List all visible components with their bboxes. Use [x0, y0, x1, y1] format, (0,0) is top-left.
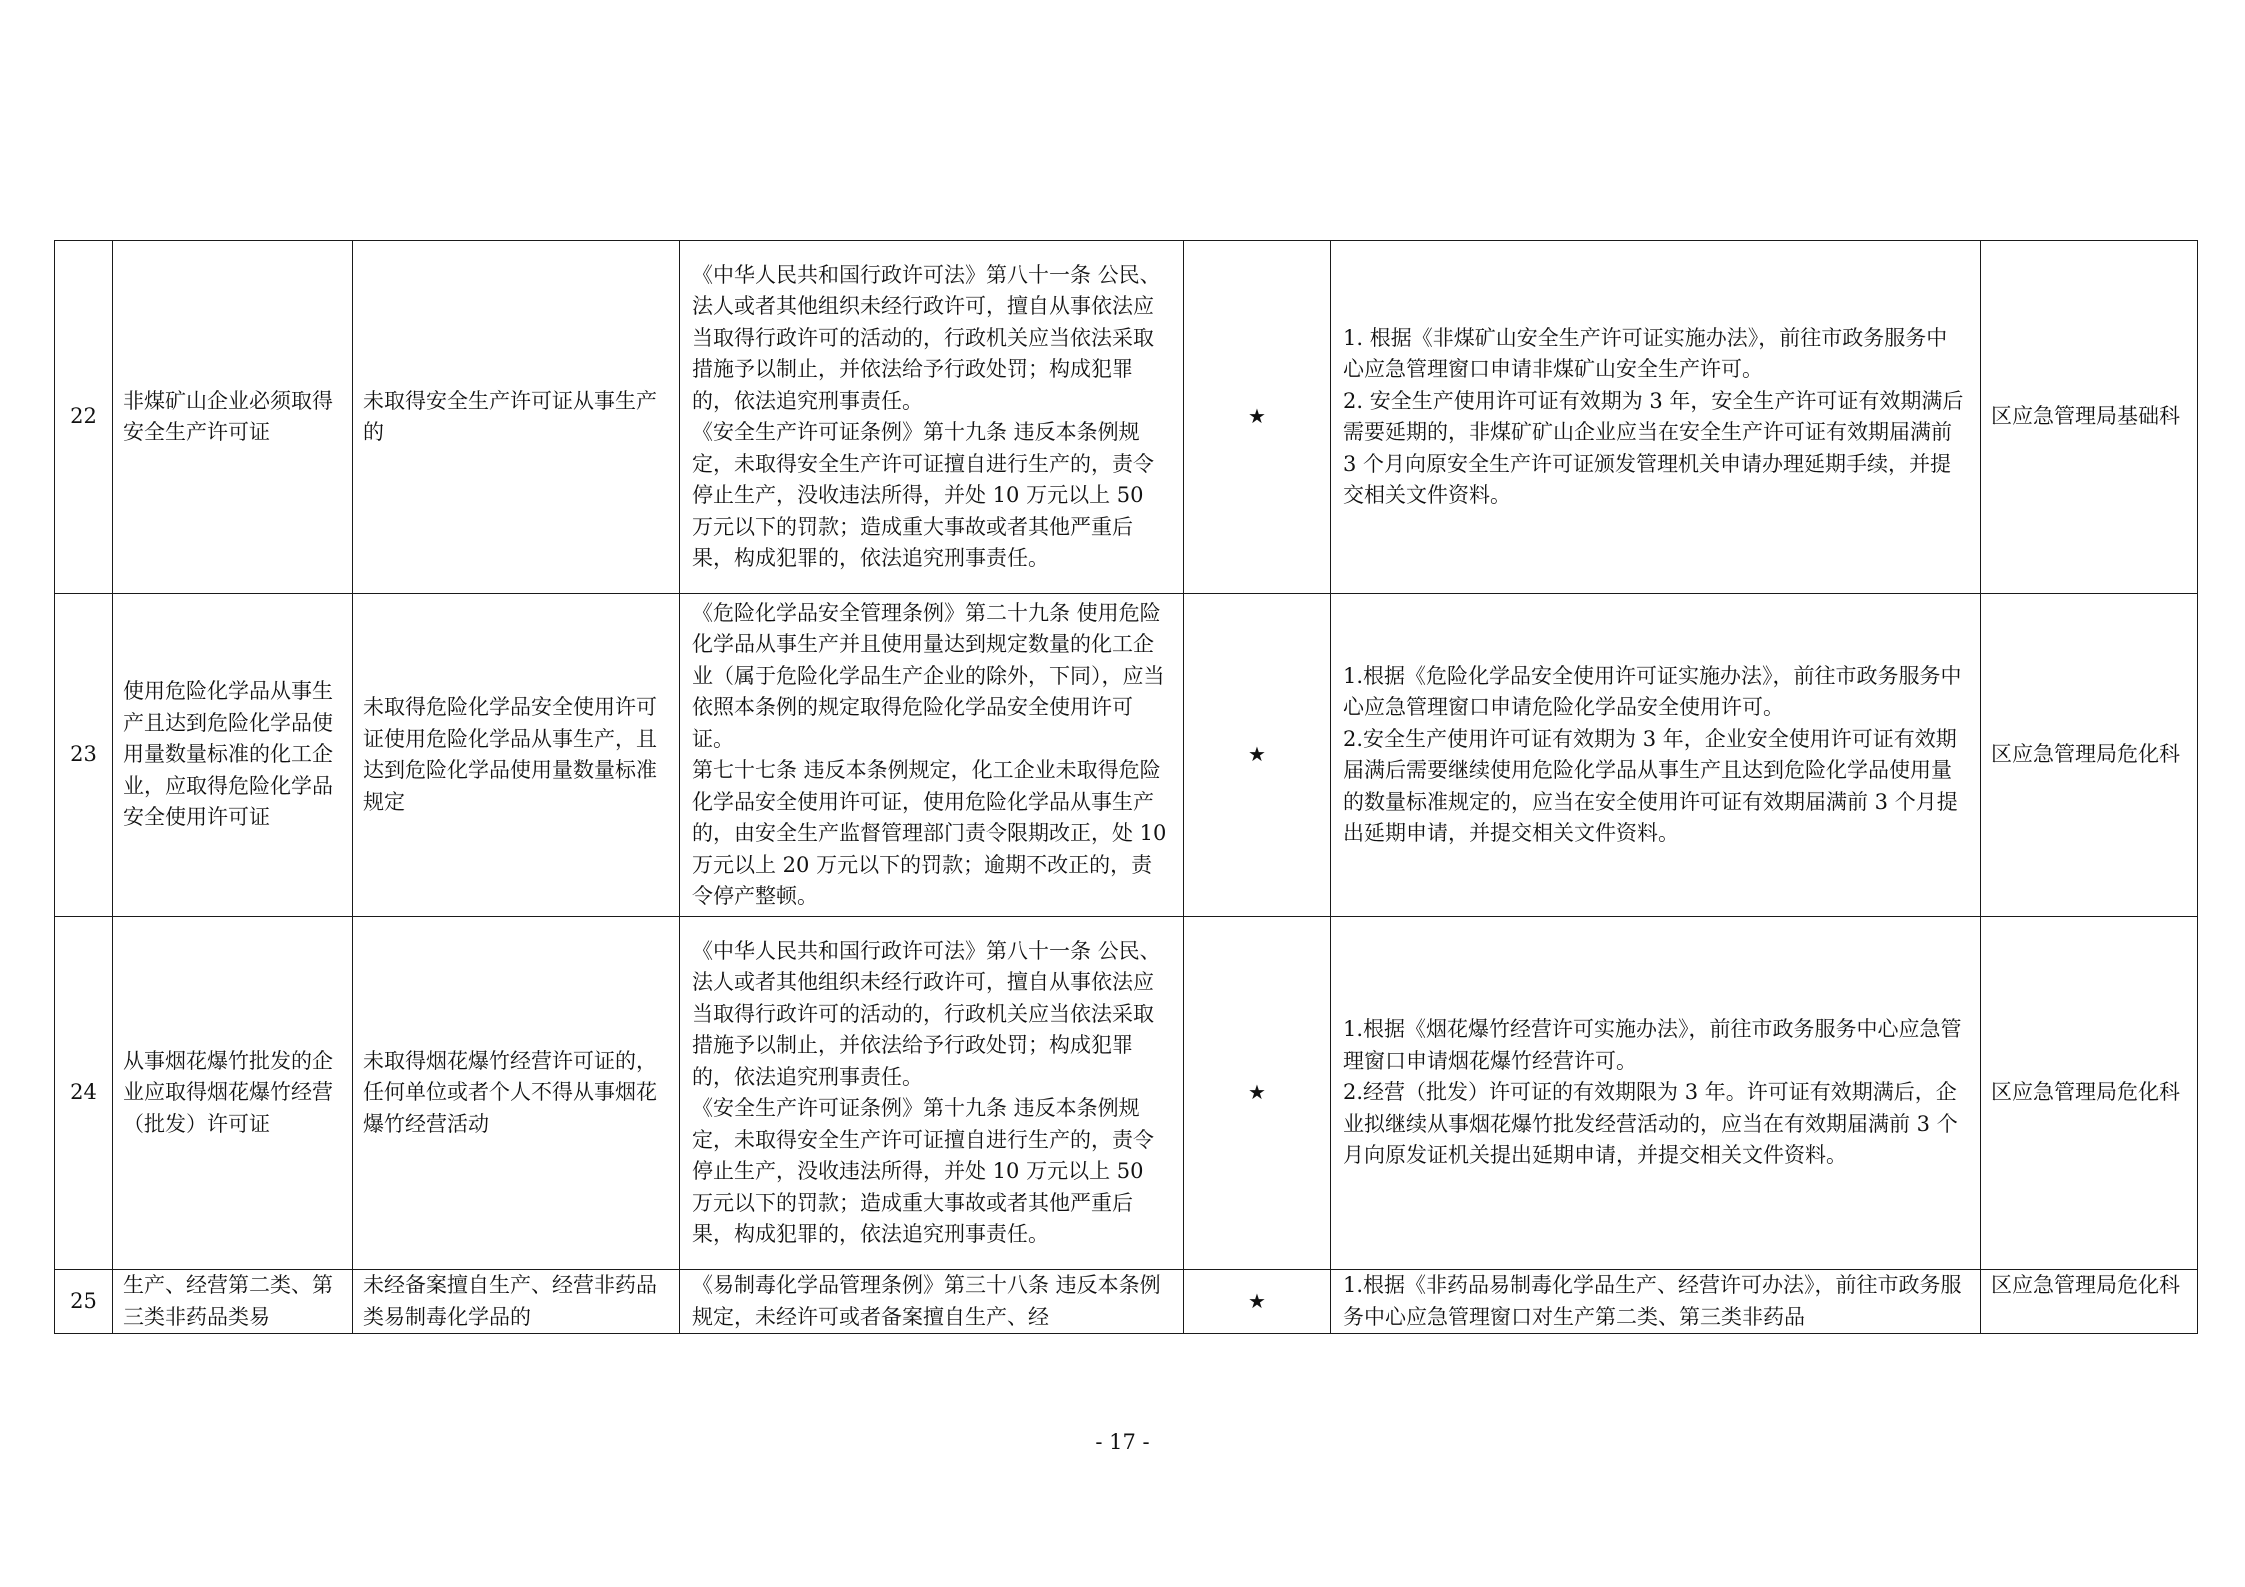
- legal-basis: [680, 1270, 1184, 1334]
- requirement-item: 2. 安全生产使用许可证有效期为 3 年，安全生产许可证有效期满后需要延期的，非煤矿矿山企业应当在安全生产许可证有效期届满前 3 个月向原安全生产许可证颁发管理机关申请办理延期手续，并提交相关文件资料。: [1343, 388, 1964, 507]
- legal-basis-paragraph: 《中华人民共和国行政许可法》第八十一条 公民、法人或者其他组织未经行政许可，擅自从事依法应当取得行政许可的活动的，行政机关应当依法采取措施予以制止，并依法给予行政处罚；构成犯罪的，依法追究刑事责任。: [692, 938, 1161, 1089]
- star-mark: ★: [1184, 1270, 1331, 1334]
- handling-requirements: [1331, 1270, 1981, 1334]
- page-number: - 17 -: [1095, 1430, 1150, 1454]
- permit-requirements-table: [54, 240, 2198, 1334]
- star-mark: ★: [1184, 594, 1331, 917]
- requirement-item: 1.根据《非药品易制毒化学品生产、经营许可办法》，前往市政务服务中心应急管理窗口对生产第二类、第三类非药品: [1343, 1273, 1962, 1329]
- violation-description: 未取得烟花爆竹经营许可证的，任何单位或者个人不得从事烟花爆竹经营活动: [353, 917, 680, 1270]
- legal-basis: [680, 241, 1184, 594]
- responsible-department: 区应急管理局危化科: [1981, 1270, 2198, 1334]
- handling-requirements: [1331, 917, 1981, 1270]
- row-number: 24: [55, 917, 113, 1270]
- permit-item: 非煤矿山企业必须取得安全生产许可证: [113, 241, 353, 594]
- handling-requirements: [1331, 241, 1981, 594]
- legal-basis-paragraph: 《中华人民共和国行政许可法》第八十一条 公民、法人或者其他组织未经行政许可，擅自从事依法应当取得行政许可的活动的，行政机关应当依法采取措施予以制止，并依法给予行政处罚；构成犯罪的，依法追究刑事责任。: [692, 262, 1161, 413]
- permit-item: 从事烟花爆竹批发的企业应取得烟花爆竹经营（批发）许可证: [113, 917, 353, 1270]
- legal-basis-paragraph: 《危险化学品安全管理条例》第二十九条 使用危险化学品从事生产并且使用量达到规定数量的化工企业（属于危险化学品生产企业的除外，下同），应当依照本条例的规定取得危险化学品安全使用许可证。: [692, 600, 1165, 751]
- requirement-item: 2.安全生产使用许可证有效期为 3 年，企业安全使用许可证有效期届满后需要继续使用危险化学品从事生产且达到危险化学品使用量的数量标准规定的，应当在安全使用许可证有效期届满前 3 个月提出延期申请，并提交相关文件资料。: [1343, 726, 1958, 845]
- table-row: [55, 594, 2198, 917]
- table-row: [55, 917, 2198, 1270]
- row-number: 25: [55, 1270, 113, 1334]
- legal-basis: [680, 594, 1184, 917]
- star-mark: ★: [1184, 917, 1331, 1270]
- requirement-item: 1. 根据《非煤矿山安全生产许可证实施办法》，前往市政务服务中心应急管理窗口申请非煤矿山安全生产许可。: [1343, 325, 1948, 381]
- legal-basis-paragraph: 《易制毒化学品管理条例》第三十八条 违反本条例规定，未经许可或者备案擅自生产、经: [692, 1273, 1161, 1329]
- violation-description: 未取得危险化学品安全使用许可证使用危险化学品从事生产，且达到危险化学品使用量数量标准规定: [353, 594, 680, 917]
- responsible-department: 区应急管理局基础科: [1981, 241, 2198, 594]
- handling-requirements: [1331, 594, 1981, 917]
- row-number: 22: [55, 241, 113, 594]
- requirement-item: 1.根据《危险化学品安全使用许可证实施办法》，前往市政务服务中心应急管理窗口申请危险化学品安全使用许可。: [1343, 663, 1962, 719]
- permit-item: 生产、经营第二类、第三类非药品类易: [113, 1270, 353, 1334]
- legal-basis: [680, 917, 1184, 1270]
- responsible-department: 区应急管理局危化科: [1981, 594, 2198, 917]
- star-mark: ★: [1184, 241, 1331, 594]
- table-row: [55, 1270, 2198, 1334]
- violation-description: 未取得安全生产许可证从事生产的: [353, 241, 680, 594]
- legal-basis-paragraph: 第七十七条 违反本条例规定，化工企业未取得危险化学品安全使用许可证，使用危险化学品从事生产的，由安全生产监督管理部门责令限期改正，处 10 万元以上 20 万元以下的罚款；逾期不改正的，责令停产整顿。: [692, 758, 1167, 908]
- permit-item: 使用危险化学品从事生产且达到危险化学品使用量数量标准的化工企业，应取得危险化学品安全使用许可证: [113, 594, 353, 917]
- table-row: [55, 241, 2198, 594]
- row-number: 23: [55, 594, 113, 917]
- violation-description: 未经备案擅自生产、经营非药品类易制毒化学品的: [353, 1270, 680, 1334]
- requirement-item: 1.根据《烟花爆竹经营许可实施办法》，前往市政务服务中心应急管理窗口申请烟花爆竹经营许可。: [1343, 1017, 1962, 1073]
- legal-basis-paragraph: 《安全生产许可证条例》第十九条 违反本条例规定，未取得安全生产许可证擅自进行生产的，责令停止生产，没收违法所得，并处 10 万元以上 50 万元以下的罚款；造成重大事故或者其他严重后果，构成犯罪的，依法追究刑事责任。: [692, 1096, 1154, 1246]
- requirement-item: 2.经营（批发）许可证的有效期限为 3 年。许可证有效期满后，企业拟继续从事烟花爆竹批发经营活动的，应当在有效期届满前 3 个月向原发证机关提出延期申请，并提交相关文件资料。: [1343, 1080, 1958, 1168]
- legal-basis-paragraph: 《安全生产许可证条例》第十九条 违反本条例规定，未取得安全生产许可证擅自进行生产的，责令停止生产，没收违法所得，并处 10 万元以上 50 万元以下的罚款；造成重大事故或者其他严重后果，构成犯罪的，依法追究刑事责任。: [692, 420, 1154, 570]
- responsible-department: 区应急管理局危化科: [1981, 917, 2198, 1270]
